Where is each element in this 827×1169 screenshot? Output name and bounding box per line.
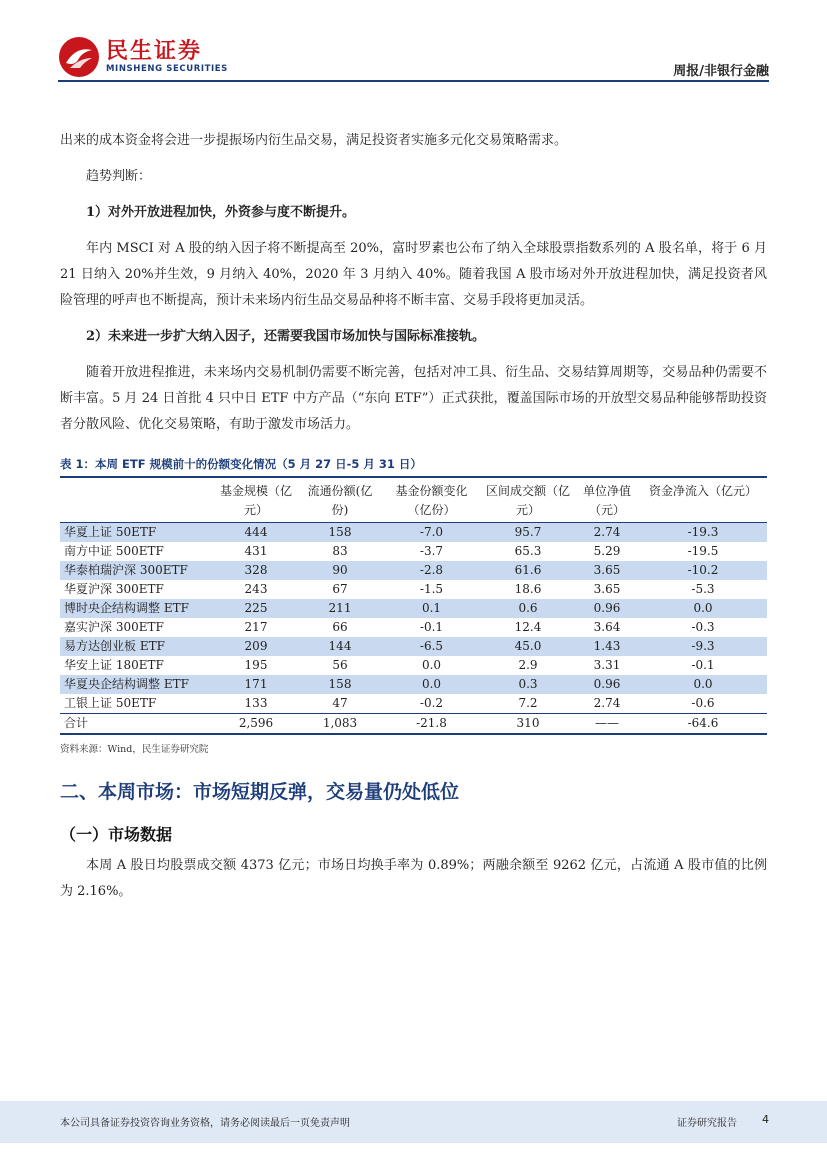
table-body xyxy=(60,523,767,735)
table-cell: -0.6 xyxy=(691,696,715,710)
footer-disclaimer: 本公司具备证券投资咨询业务资格，请务必阅读最后一页免责声明 xyxy=(60,1118,350,1129)
column-header: 单位净值（元） xyxy=(582,484,631,517)
page-number: 4 xyxy=(762,1113,769,1126)
table-cell: 7.2 xyxy=(518,696,538,710)
table-cell: 5.29 xyxy=(593,544,621,558)
table-cell: -7.0 xyxy=(419,525,444,539)
total-cell: -64.6 xyxy=(639,714,767,735)
table-row xyxy=(60,523,767,543)
fund-name-cell: 博时央企结构调整 ETF xyxy=(64,601,189,615)
table-cell: 0.0 xyxy=(421,677,442,691)
total-cell: 2,596 xyxy=(214,714,298,735)
table-cell: 3.31 xyxy=(593,658,621,672)
total-cell: 1,083 xyxy=(298,714,382,735)
logo-english-name: MINSHENG SECURITIES xyxy=(106,63,228,74)
table-cell: 95.7 xyxy=(514,525,542,539)
table-source: 资料来源：Wind，民生证券研究院 xyxy=(60,744,209,755)
column-header: 区间成交额（亿元） xyxy=(485,484,570,517)
table-cell: 0.0 xyxy=(693,677,713,691)
table-cell: 195 xyxy=(244,658,268,672)
column-header xyxy=(60,478,214,523)
table-cell: 65.3 xyxy=(514,544,542,558)
table-cell: -5.3 xyxy=(691,582,715,596)
table-cell: 217 xyxy=(244,620,268,634)
table-cell: -19.3 xyxy=(687,525,719,539)
table-cell: 431 xyxy=(244,544,268,558)
table-cell: 47 xyxy=(332,696,348,710)
table-cell: -2.8 xyxy=(419,563,444,577)
logo-chinese-name: 民生证券 xyxy=(106,38,203,64)
table-cell: 83 xyxy=(332,544,348,558)
main-content xyxy=(60,128,767,905)
table-cell: 2.74 xyxy=(593,696,621,710)
subsection-heading: （一）市场数据 xyxy=(60,825,173,844)
table-cell: -6.5 xyxy=(419,639,444,653)
section-heading: 二、本周市场：市场短期反弹，交易量仍处低位 xyxy=(60,781,460,803)
header-divider xyxy=(58,80,769,82)
table-cell: 90 xyxy=(332,563,348,577)
fund-name-cell: 嘉实沪深 300ETF xyxy=(64,620,164,634)
table-cell: 0.1 xyxy=(421,601,442,615)
table-row xyxy=(60,599,767,618)
column-header: 基金份额变化（亿份） xyxy=(395,484,468,517)
body-paragraph: 年内 MSCI 对 A 股的纳入因子将不断提高至 20%，富时罗素也公布了纳入全球股票指数系列的 A 股名单，将于 6 月 21 日纳入 20%并生效，9 月纳入 40%，2020 年 3 月纳入 40%。随着我国 A 股市场对外开放进程加快，满足投资者风险管理的呼声也不断提高，预计未来场内衍生品交易品种将不断丰富、交易手段将更加灵活。 xyxy=(60,241,767,308)
table-row xyxy=(60,694,767,714)
table-cell: 0.0 xyxy=(421,658,442,672)
footer-label: 证券研究报告 xyxy=(677,1118,737,1129)
table-cell: 3.65 xyxy=(593,582,621,596)
table-cell: 12.4 xyxy=(514,620,542,634)
fund-name-cell: 华安上证 180ETF xyxy=(64,658,164,672)
table-cell: 211 xyxy=(328,601,352,615)
table-cell: 243 xyxy=(244,582,268,596)
total-cell: —— xyxy=(575,714,639,735)
table-cell: -0.1 xyxy=(691,658,715,672)
table-row xyxy=(60,675,767,694)
table-cell: 158 xyxy=(328,677,352,691)
table-cell: 328 xyxy=(244,563,268,577)
table-cell: 1.43 xyxy=(593,639,621,653)
table-cell: 66 xyxy=(332,620,348,634)
table-cell: 209 xyxy=(244,639,268,653)
fund-name-cell: 华夏沪深 300ETF xyxy=(64,582,164,596)
etf-table xyxy=(60,478,767,735)
body-paragraph: 随着开放进程推进，未来场内交易机制仍需要不断完善，包括对冲工具、衍生品、交易结算周期等，交易品种仍需要不断丰富。5 月 24 日首批 4 只中日 ETF 中方产品（“东向 ETF”）正式获批，覆盖国际市场的开放型交易品种能够帮助投资者分散风险、优化交易策略，有助于激发市场活力。 xyxy=(60,365,767,432)
fund-name-cell: 华泰柏瑞沪深 300ETF xyxy=(64,563,188,577)
subheading: 1）对外开放进程加快，外资参与度不断提升。 xyxy=(86,205,356,220)
table-cell: 0.96 xyxy=(593,677,621,691)
body-paragraph: 本周 A 股日均股票成交额 4373 亿元；市场日均换手率为 0.89%；两融余额至 9262 亿元，占流通 A 股市值的比例为 2.16%。 xyxy=(60,858,767,899)
subheading: 2）未来进一步扩大纳入因子，还需要我国市场加快与国际标准接轨。 xyxy=(86,329,486,344)
minsheng-logo-icon xyxy=(58,36,100,78)
total-cell: -21.8 xyxy=(382,714,481,735)
table-cell: 2.9 xyxy=(518,658,538,672)
page-header xyxy=(0,0,827,92)
table-row xyxy=(60,656,767,675)
page-footer xyxy=(0,1101,827,1143)
fund-name-cell: 工银上证 50ETF xyxy=(64,696,157,710)
table-cell: 225 xyxy=(244,601,268,615)
table-cell: 444 xyxy=(244,525,268,539)
table-title: 表 1：本周 ETF 规模前十的份额变化情况（5 月 27 日-5 月 31 日） xyxy=(60,456,767,478)
table-cell: 144 xyxy=(328,639,352,653)
column-header: 基金规模（亿元） xyxy=(219,484,292,517)
table-cell: 0.6 xyxy=(518,601,538,615)
table-cell: -9.3 xyxy=(691,639,715,653)
table-cell: 56 xyxy=(332,658,348,672)
total-cell: 310 xyxy=(481,714,575,735)
table-cell: -19.5 xyxy=(687,544,719,558)
fund-name-cell: 华夏央企结构调整 ETF xyxy=(64,677,189,691)
table-cell: 0.3 xyxy=(518,677,538,691)
table-cell: -0.3 xyxy=(691,620,715,634)
column-header: 资金净流入（亿元） xyxy=(648,484,757,498)
table-cell: -3.7 xyxy=(419,544,444,558)
table-row xyxy=(60,618,767,637)
table-cell: 133 xyxy=(244,696,268,710)
fund-name-cell: 易方达创业板 ETF xyxy=(64,639,165,653)
table-cell: 0.96 xyxy=(593,601,621,615)
table-cell: 0.0 xyxy=(693,601,713,615)
table-header-row xyxy=(60,478,767,523)
table-cell: 2.74 xyxy=(593,525,621,539)
table-cell: 158 xyxy=(328,525,352,539)
table-cell: -0.1 xyxy=(419,620,444,634)
table-cell: 3.64 xyxy=(593,620,621,634)
table-cell: 3.65 xyxy=(593,563,621,577)
table-cell: -0.2 xyxy=(419,696,444,710)
report-category: 周报/非银行金融 xyxy=(673,64,769,79)
table-cell: 67 xyxy=(332,582,348,596)
table-total-row xyxy=(60,714,767,735)
table-cell: -10.2 xyxy=(687,563,719,577)
company-logo xyxy=(58,36,228,78)
table-cell: 61.6 xyxy=(514,563,542,577)
table-row xyxy=(60,542,767,561)
fund-name-cell: 华夏上证 50ETF xyxy=(64,525,157,539)
table-row xyxy=(60,637,767,656)
table-cell: 171 xyxy=(244,677,268,691)
total-label-cell: 合计 xyxy=(60,714,214,735)
table-row xyxy=(60,561,767,580)
table-cell: -1.5 xyxy=(419,582,444,596)
fund-name-cell: 南方中证 500ETF xyxy=(64,544,164,558)
column-header: 流通份额(亿份) xyxy=(307,484,373,517)
body-paragraph: 趋势判断： xyxy=(86,169,152,184)
body-paragraph: 出来的成本资金将会进一步提振场内衍生品交易，满足投资者实施多元化交易策略需求。 xyxy=(60,133,568,148)
table-cell: 45.0 xyxy=(514,639,542,653)
table-row xyxy=(60,580,767,599)
table-cell: 18.6 xyxy=(514,582,542,596)
